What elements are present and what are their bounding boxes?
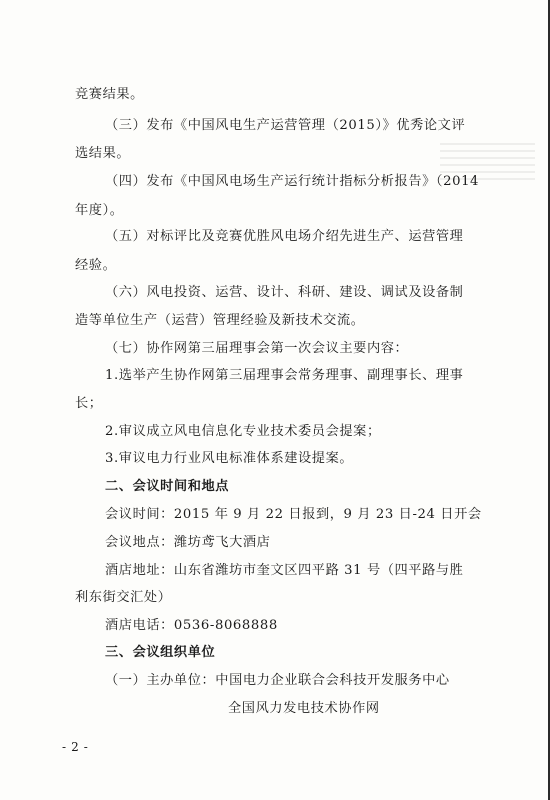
text-line-4: （四）发布《中国风电场生产运行统计指标分析报告》（2014 — [105, 174, 480, 189]
text-line-12: 长； — [75, 396, 103, 411]
page-number: - 2 - — [62, 740, 89, 754]
meeting-time: 会议时间：2015 年 9 月 22 日报到，9 月 23 日-24 日开会 — [105, 507, 482, 522]
host-unit: （一）主办单位：中国电力企业联合会科技开发服务中心 — [105, 673, 450, 688]
hotel-phone: 酒店电话：0536-8068888 — [105, 618, 278, 633]
host-unit-2: 全国风力发电技术协作网 — [228, 701, 380, 716]
hotel-address-cont: 利东街交汇处） — [75, 590, 172, 605]
meeting-place: 会议地点：潍坊鸢飞大酒店 — [105, 535, 271, 550]
text-line-7: 经验。 — [75, 258, 117, 273]
text-line-10: （七）协作网第三届理事会第一次会议主要内容： — [105, 341, 409, 356]
text-line-13: 2.审议成立风电信息化专业技术委员会提案； — [105, 424, 381, 439]
text-line-9: 造等单位生产（运营）管理经验及新技术交流。 — [75, 313, 365, 328]
text-line-8: （六）风电投资、运营、设计、科研、建设、调试及设备制 — [105, 285, 464, 300]
text-line-2: （三）发布《中国风电生产运营管理（2015）》优秀论文评 — [105, 118, 466, 133]
text-line-1: 竞赛结果。 — [75, 87, 144, 102]
text-line-5: 年度）。 — [75, 203, 124, 218]
text-line-6: （五）对标评比及竞赛优胜风电场介绍先进生产、运营管理 — [105, 229, 464, 244]
text-line-11: 1.选举产生协作网第三届理事会常务理事、副理事长、理事 — [105, 368, 464, 383]
text-line-14: 3.审议电力行业风电标准体系建设提案。 — [105, 451, 354, 466]
section-heading-organizers: 三、会议组织单位 — [105, 645, 216, 660]
hotel-address: 酒店地址：山东省潍坊市奎文区四平路 31 号（四平路与胜 — [105, 563, 464, 578]
text-line-3: 选结果。 — [75, 146, 131, 161]
section-heading-time-place: 二、会议时间和地点 — [105, 479, 230, 494]
